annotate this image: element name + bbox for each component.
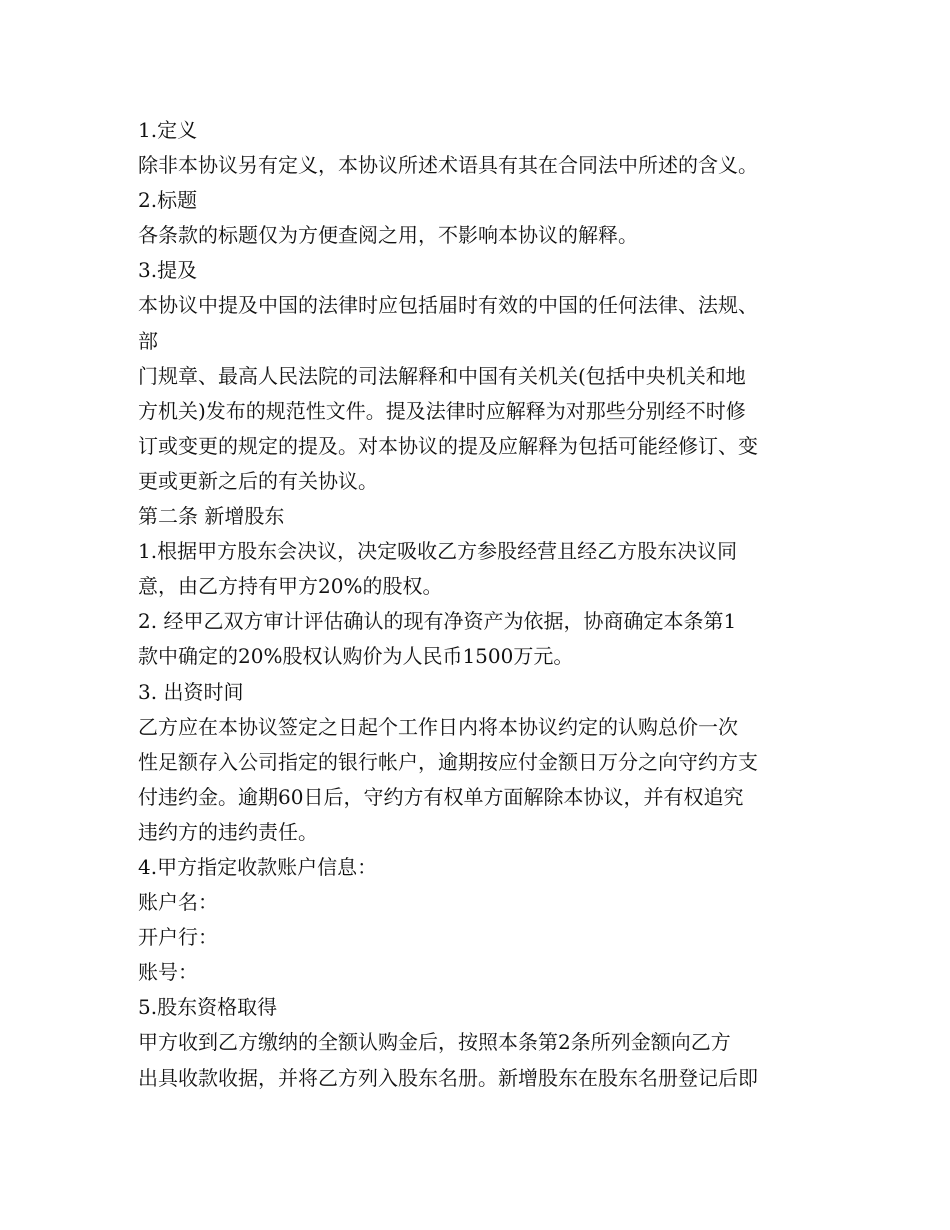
text-line: 账户名： [138, 890, 218, 915]
text-line: 性足额存入公司指定的银行帐户，逾期按应付金额日万分之向守约方支 [138, 749, 758, 774]
text-line: 除非本协议另有定义，本协议所述术语具有其在合同法中所述的含义。 [138, 153, 758, 178]
text-line: 方机关)发布的规范性文件。提及法律时应解释为对那些分别经不时修 [138, 398, 746, 423]
text-line: 款中确定的20%股权认购价为人民币1500万元。 [138, 644, 574, 669]
text-line: 出具收款收据，并将乙方列入股东名册。新增股东在股东名册登记后即 [138, 1065, 758, 1090]
section-heading: 第二条 新增股东 [138, 504, 285, 529]
text-line: 违约方的违约责任。 [138, 819, 318, 844]
text-line: 订或变更的规定的提及。对本协议的提及应解释为包括可能经修订、变 [138, 433, 758, 458]
text-line: 3. 出资时间 [138, 679, 244, 704]
text-line: 意，由乙方持有甲方20%的股权。 [138, 574, 443, 599]
text-line: 更或更新之后的有关协议。 [138, 468, 378, 493]
document-page [138, 113, 828, 1096]
text-line: 本协议中提及中国的法律时应包括届时有效的中国的任何法律、法规、 [138, 293, 758, 318]
text-line: 1.定义 [138, 118, 198, 142]
text-line: 门规章、最高人民法院的司法解释和中国有关机关(包括中央机关和地 [138, 363, 746, 388]
text-line: 乙方应在本协议签定之日起个工作日内将本协议约定的认购总价一次 [138, 714, 738, 739]
text-line: 开户行： [138, 925, 218, 950]
text-line: 各条款的标题仅为方便查阅之用，不影响本协议的解释。 [138, 223, 638, 248]
text-line: 付违约金。逾期60日后，守约方有权单方面解除本协议，并有权追究 [138, 784, 744, 809]
text-line: 甲方收到乙方缴纳的全额认购金后，按照本条第2条所列金额向乙方 [138, 1030, 731, 1055]
text-line: 2.标题 [138, 188, 198, 213]
text-line: 5.股东资格取得 [138, 995, 278, 1020]
text-line: 1.根据甲方股东会决议，决定吸收乙方参股经营且经乙方股东决议同 [138, 539, 738, 564]
text-line: 3.提及 [138, 258, 198, 283]
text-line: 账号： [138, 960, 198, 985]
text-line: 部 [138, 328, 158, 353]
text-line: 4.甲方指定收款账户信息： [138, 854, 378, 879]
text-line: 2. 经甲乙双方审计评估确认的现有净资产为依据，协商确定本条第1 [138, 609, 737, 634]
